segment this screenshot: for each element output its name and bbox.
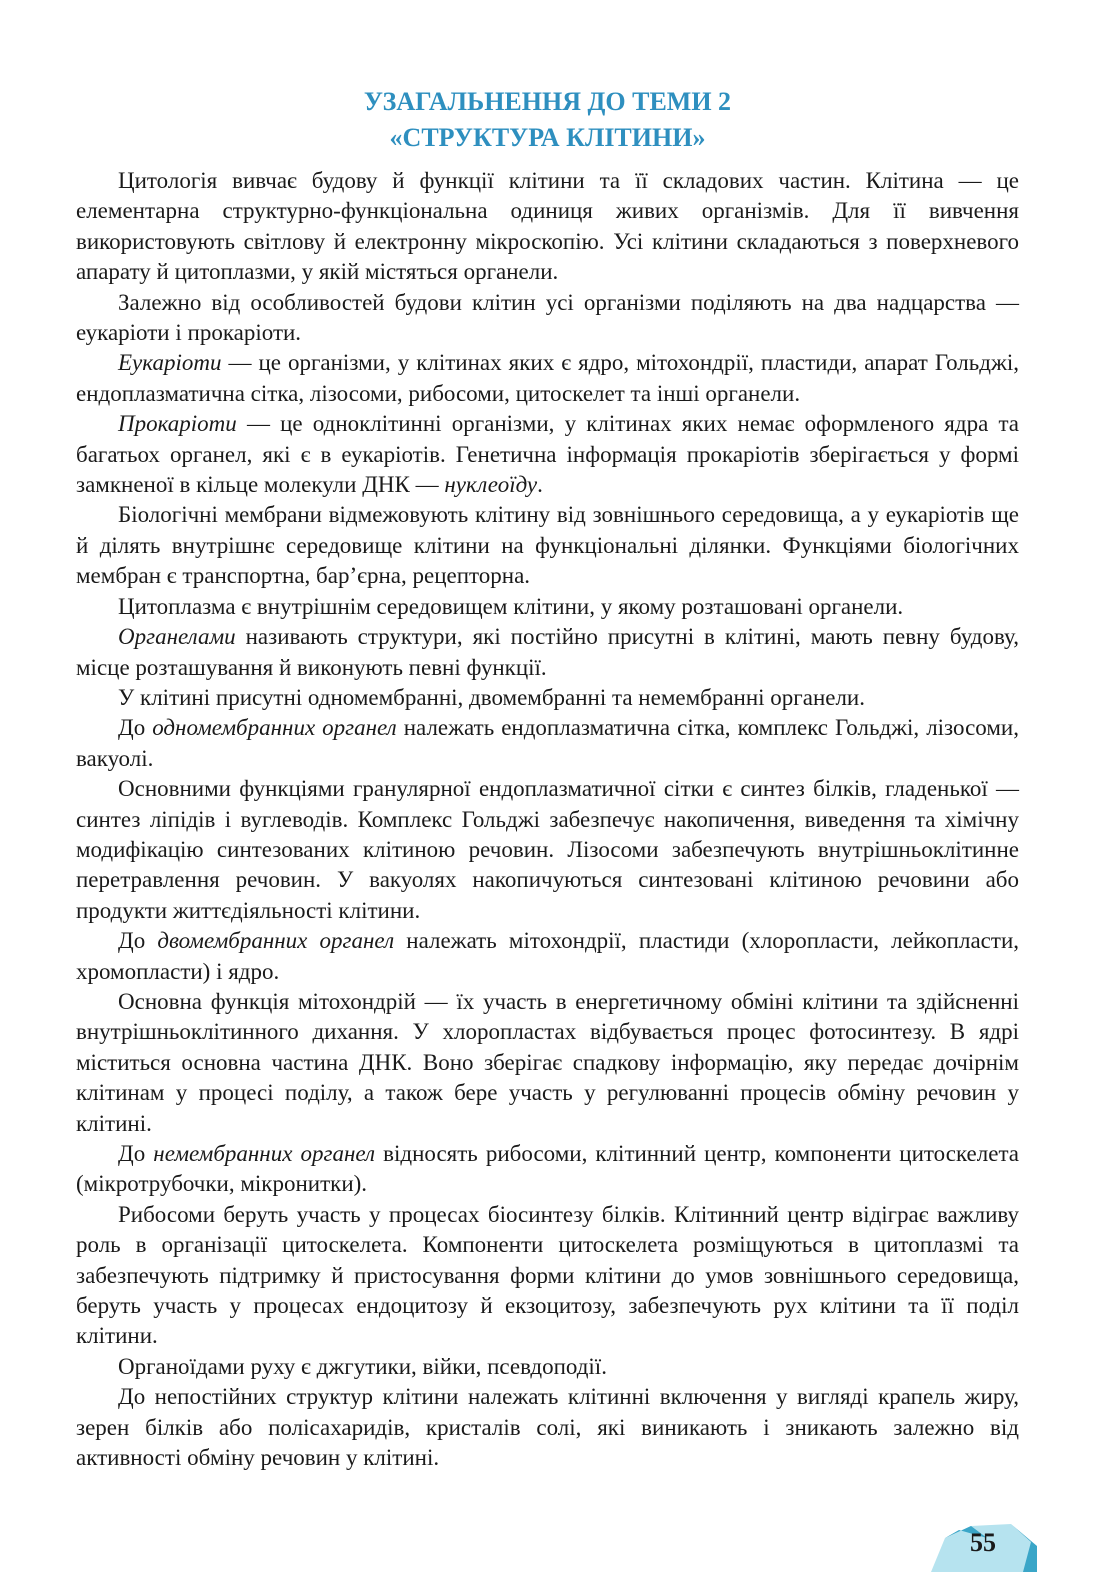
- text-segment: називають структури, які постійно присутні в клітині, мають певну будову, місце розташування й виконують певні функції.: [76, 624, 1019, 680]
- text-segment: До: [118, 928, 158, 954]
- italic-term: двомембранних органел: [157, 928, 395, 954]
- paragraph: [76, 1352, 1019, 1382]
- paragraph: [76, 288, 1019, 349]
- text-segment: — це одноклітинні організми, у клітинах яких немає оформленого ядра та багатьох органел, які є в еукаріотів. Генетична інформація прокаріотів зберігається у формі замкненої в кільце молекули ДНК —: [76, 411, 1019, 498]
- paragraph: [76, 622, 1019, 683]
- italic-term: Прокаріоти: [118, 411, 237, 437]
- text-segment: Основними функціями гранулярної ендоплазматичної сітки є синтез білків, гладенької — синтез ліпідів і вуглеводів. Комплекс Гольджі забезпечує накопичення, виведення та хімічну модифікацію синтезованих клітиною речовин. Лізосоми забезпечують внутрішньоклітинне перетравлення речовин. У вакуолях накопичуються синтезовані клітиною речовини або продукти життєдіяльності клітини.: [76, 776, 1019, 923]
- paragraph: [76, 166, 1019, 288]
- text-segment: До: [118, 715, 153, 741]
- text-segment: Рибосоми беруть участь у процесах біосинтезу білків. Клітинний центр відіграє важливу роль в організації цитоскелета. Компоненти цитоскелета розміщуються в цитоплазмі та забезпечують підтримку й пристосування форми клітини до умов зовнішнього середовища, беруть участь у процесах ендоцитозу й екзоцитозу, забезпечують рух клітини та її поділ клітини.: [76, 1201, 1019, 1349]
- paragraph: [76, 348, 1019, 409]
- section-title: [76, 84, 1019, 156]
- text-segment: У клітині присутні одномембранні, двомембранні та немембранні органели.: [118, 684, 865, 710]
- text-segment: належать мітохондрії, пластиди (хлоропласти, лейкопласти, хромопласти) і ядро.: [76, 928, 1019, 984]
- section-title-line-1: УЗАГАЛЬНЕННЯ ДО ТЕМИ 2: [363, 87, 732, 116]
- body-text: [76, 166, 1019, 1473]
- italic-term: Органелами: [118, 624, 236, 650]
- section-title-line-2: «СТРУКТУРА КЛІТИНИ»: [389, 123, 706, 152]
- paragraph: [76, 500, 1019, 591]
- paragraph: [76, 409, 1019, 500]
- text-segment: Основна функція мітохондрій — їх участь в енергетичному обміні клітини та здійсненні внутрішньоклітинного дихання. У хлоропластах відбувається процес фотосинтезу. В ядрі міститься основна частина ДНК. Воно зберігає спадкову інформацію, яку передає дочірнім клітинам у процесі поділу, а також бере участь у регулюванні процесів обміну речовин у клітині.: [76, 988, 1019, 1136]
- text-segment: Залежно від особливостей будови клітин усі організми поділяють на два надцарства — еукаріоти і прокаріоти.: [76, 289, 1019, 346]
- paragraph: [76, 592, 1019, 622]
- paragraph: [76, 1382, 1019, 1473]
- text-segment: Цитологія вивчає будову й функції клітини та її складових частин. Клітина — це елементарна структурно-функціональна одиниця живих організмів. Для її вивчення використовують світлову й електронну мікроскопію. Усі клітини складаються з поверхневого апарату й цитоплазми, у якій містяться органели.: [76, 168, 1019, 285]
- text-segment: належать ендоплазматична сітка, комплекс Гольджі, лізосоми, вакуолі.: [76, 715, 1019, 771]
- text-segment: — це організми, у клітинах яких є ядро, мітохондрії, пластиди, апарат Гольджі, ендоплазматична сітка, лізосоми, рибосоми, цитоскелет та інші органели.: [76, 350, 1019, 406]
- italic-term: Еукаріоти: [118, 350, 222, 376]
- text-segment: До непостійних структур клітини належать клітинні включення у вигляді крапель жиру, зерен білків або полісахаридів, кристалів солі, які виникають і зникають залежно від активності обміну речовин у клітині.: [76, 1384, 1019, 1471]
- italic-term: нуклеоїду: [444, 472, 538, 498]
- page-number: 55: [970, 1528, 996, 1557]
- italic-term: одномембранних органел: [152, 715, 397, 741]
- text-segment: відносять рибосоми, клітинний центр, компоненти цитоскелета (мікротрубочки, мікронитки).: [76, 1141, 1019, 1197]
- paragraph: [76, 1139, 1019, 1200]
- italic-term: немембранних органел: [153, 1141, 376, 1166]
- paragraph: [76, 774, 1019, 926]
- page-content: [76, 84, 1019, 1473]
- paragraph: [76, 713, 1019, 774]
- paragraph: [76, 987, 1019, 1139]
- text-segment: Біологічні мембрани відмежовують клітину від зовнішнього середовища, а у еукаріотів ще й ділять внутрішнє середовище клітини на функціональні ділянки. Функціями біологічних мембран є транспортна, бар’єрна, рецепторна.: [76, 502, 1019, 589]
- text-segment: .: [537, 472, 543, 498]
- text-segment: Цитоплазма є внутрішнім середовищем клітини, у якому розташовані органели.: [118, 593, 904, 619]
- paragraph: [76, 1200, 1019, 1352]
- paragraph: [76, 683, 1019, 713]
- text-segment: До: [118, 1141, 154, 1166]
- text-segment: Органоїдами руху є джгутики, війки, псевдоподії.: [118, 1353, 607, 1379]
- page-number-badge: [927, 1516, 1039, 1572]
- paragraph: [76, 926, 1019, 987]
